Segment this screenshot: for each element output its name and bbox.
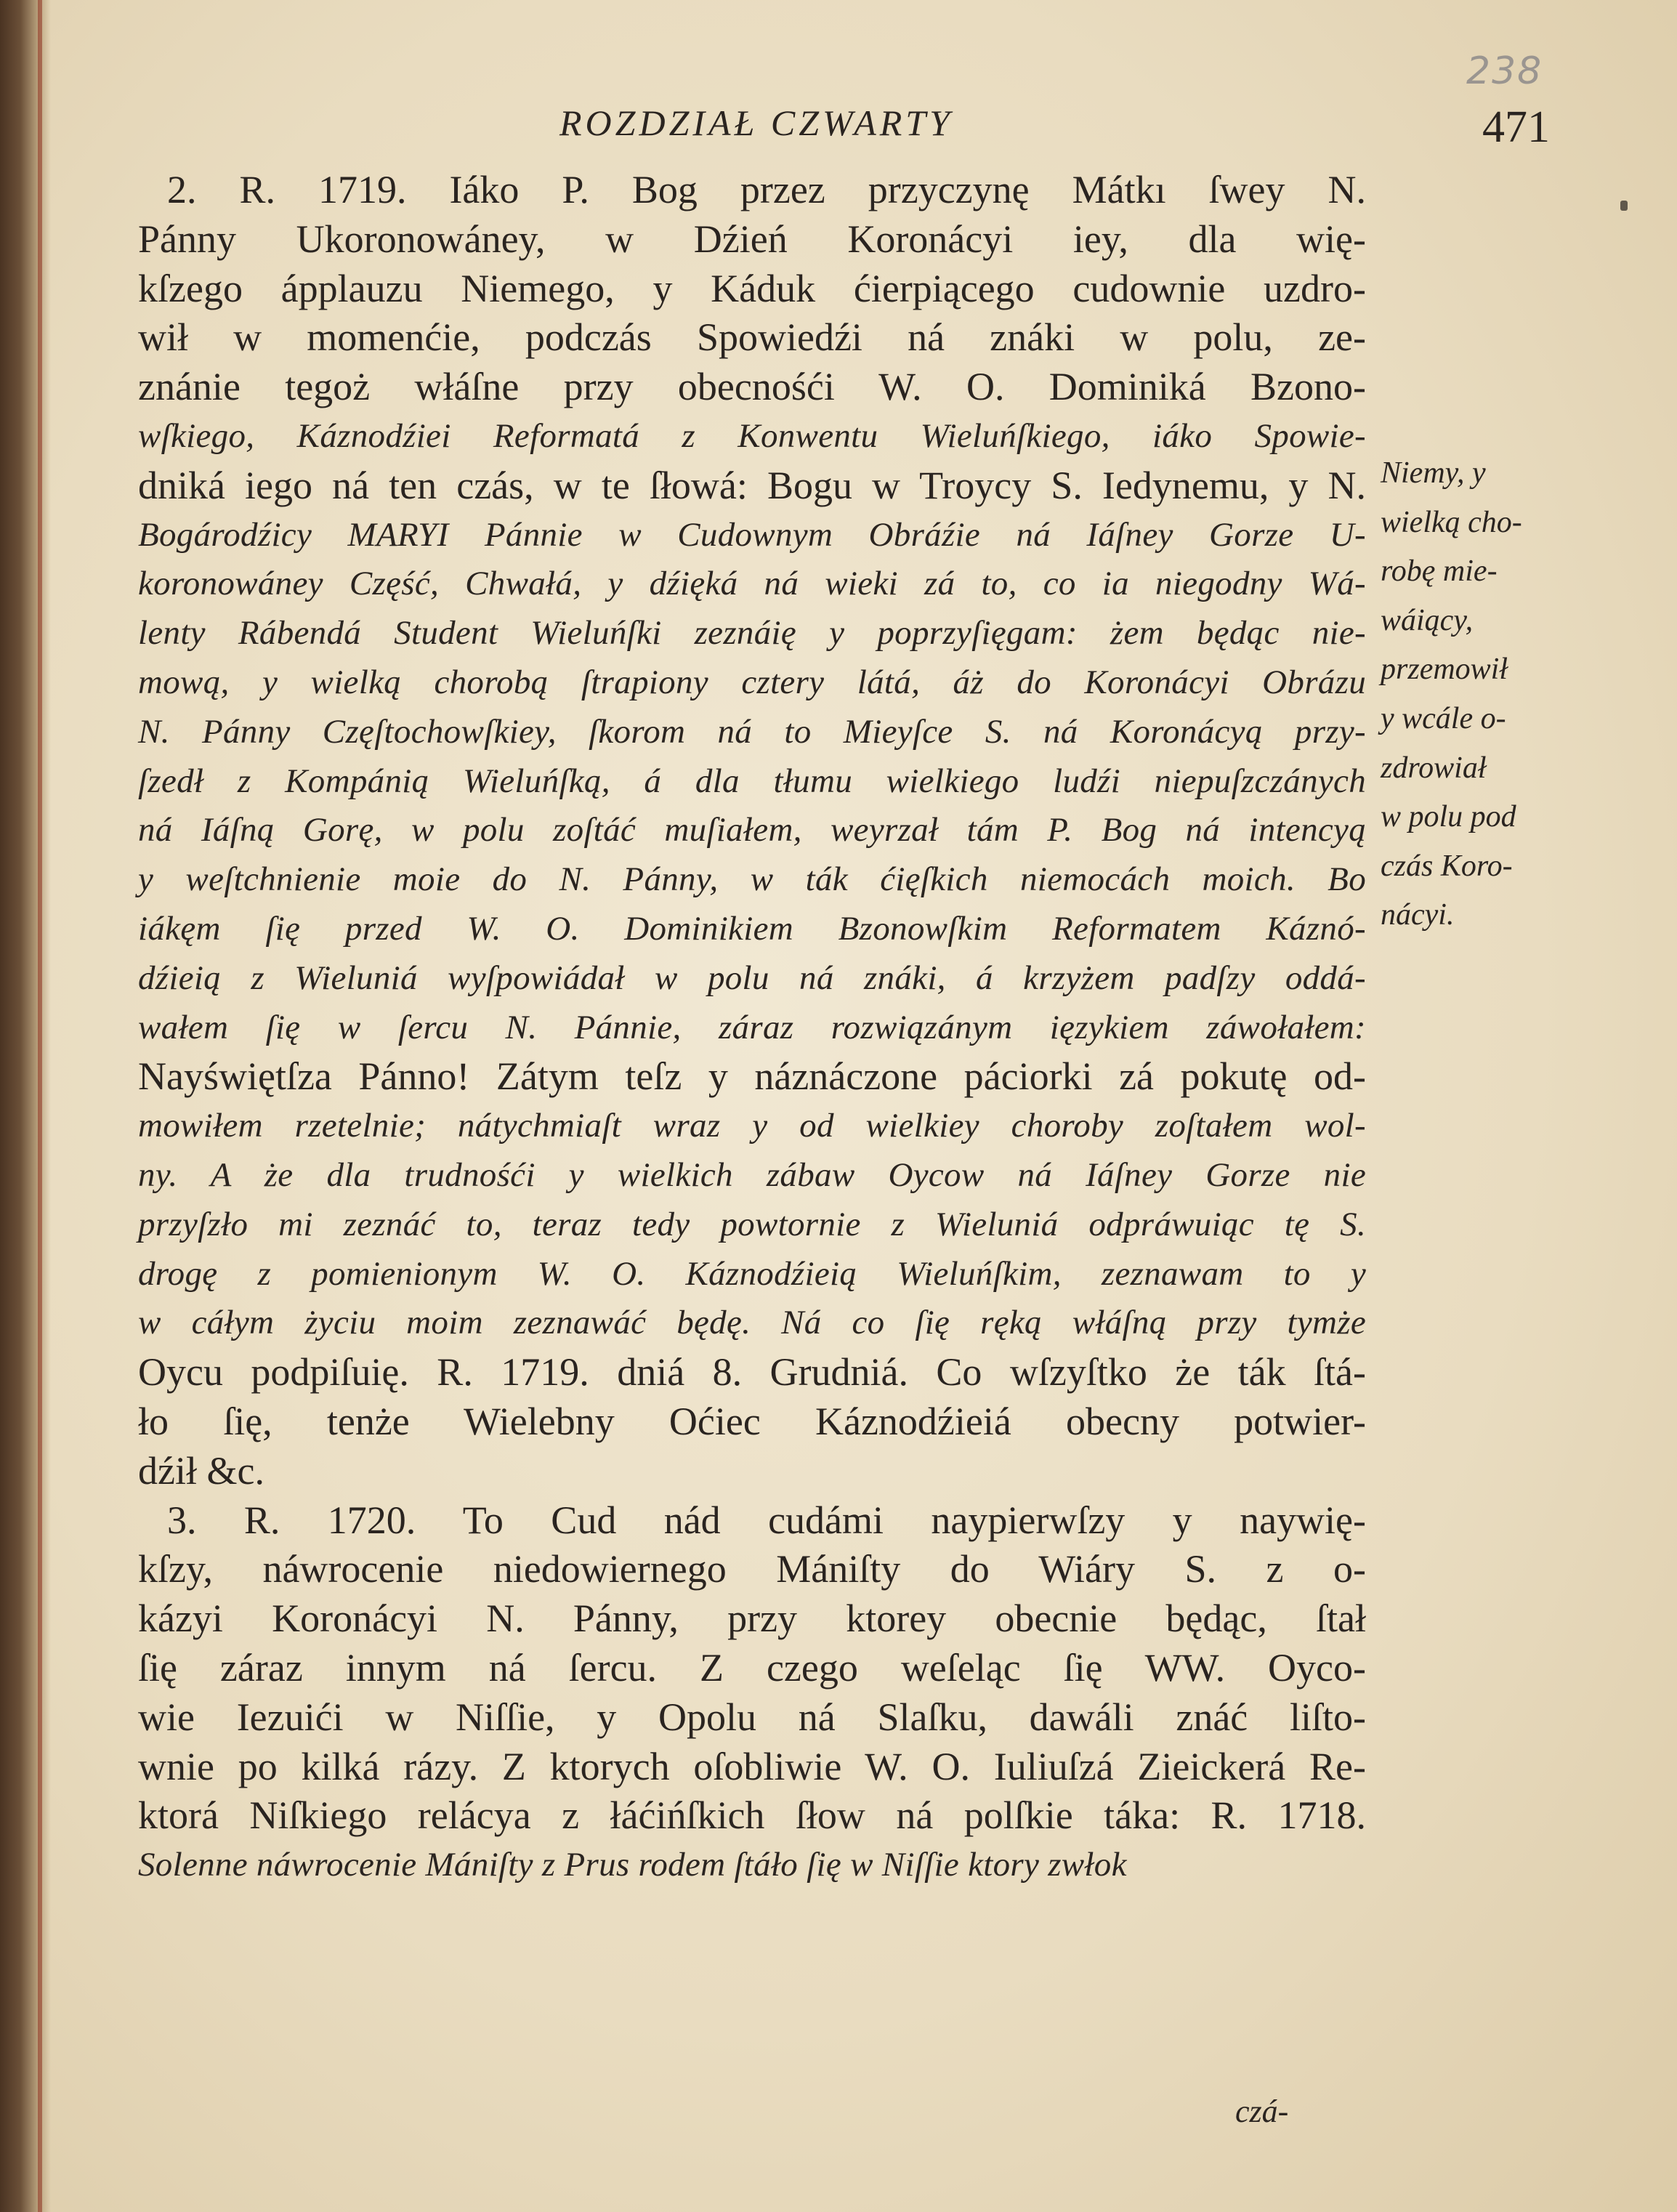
- catchword: czá-: [1235, 2094, 1289, 2129]
- text-line: drogę z pomienionym W. O. Káznodźieią Wieluńſkim, zeznawam to y: [138, 1254, 1366, 1293]
- text-line: mową, y wielką chorobą ſtrapiony cztery látá, áż do Koronácyi Obrázu: [138, 663, 1366, 701]
- marginal-note-line: y wcále o-: [1381, 701, 1506, 735]
- text-line: Pánny Ukoronowáney, w Dźień Koronácyi iey, dla wię-: [138, 217, 1366, 261]
- text-line: 3. R. 1720. To Cud nád cudámi naypierwſzy y naywię-: [167, 1498, 1366, 1542]
- text-line: Solenne náwrocenie Mániſty z Prus rodem ſtáło ſię w Niſſie ktory zwłok: [138, 1846, 1127, 1884]
- text-line: dźieią z Wieluniá wyſpowiádał w polu ná znáki, á krzyżem padſzy oddá-: [138, 958, 1366, 997]
- text-line: ktorá Niſkiego relácya z łáćińſkich ſłow ná polſkie táka: R. 1718.: [138, 1793, 1366, 1838]
- text-line: y weſtchnienie moie do N. Pánny, w ták ćięſkich niemocách moich. Bo: [138, 860, 1366, 899]
- text-line: lenty Rábendá Student Wieluńſki zeznáię y poprzyſięgam: żem będąc nie-: [138, 614, 1366, 653]
- text-line: wałem ſię w ſercu N. Pánnie, záraz rozwiązánym ięzykiem záwołałem:: [138, 1008, 1366, 1046]
- main-text-block: [138, 166, 1366, 1890]
- text-line: kázyi Koronácyi N. Pánny, przy ktorey obecnie będąc, ſtał: [138, 1597, 1366, 1641]
- marginal-note-line: wielką cho-: [1381, 505, 1522, 539]
- ink-smudge: [1620, 201, 1628, 211]
- text-line: 2. R. 1719. Iáko P. Bog przez przyczynę Mátkı ſwey N.: [167, 168, 1366, 211]
- marginal-note-line: czás Koro-: [1381, 849, 1513, 883]
- pencil-page-number: 238: [1466, 49, 1543, 93]
- marginal-note-line: Niemy, y: [1381, 456, 1486, 490]
- text-line: ny. A że dla trudnośći y wielkich zábaw Oycow ná Iáſney Gorze nie: [138, 1155, 1366, 1194]
- text-line: w cáłym życiu moim zeznawáć będę. Ná co ſię ręką włáſną przy tymże: [138, 1304, 1366, 1342]
- text-line: dniká iego ná ten czás, w te ſłowá: Bogu w Troycy S. Iedynemu, y N.: [138, 463, 1366, 507]
- marginal-note-line: zdrowiał: [1381, 751, 1487, 785]
- text-line: przyſzło mi zeznáć to, teraz tedy powtornie z Wieluniá odpráwuiąc tę S.: [138, 1205, 1366, 1243]
- marginal-note-line: przemowił: [1381, 653, 1508, 687]
- text-line: wił w momenćie, podczás Spowiedźi ná znáki w polu, ze-: [138, 315, 1366, 360]
- text-line: iákęm ſię przed W. O. Dominikiem Bzonowſkim Reformatem Káznó-: [138, 909, 1366, 948]
- text-line: koronowáney Część, Chwałá, y dźięká ná wieki zá to, co ia niegodny Wá-: [138, 565, 1366, 603]
- text-line: wnie po kilká rázy. Z ktorych oſobliwie W. O. Iuliuſzá Zieickerá Re-: [138, 1744, 1366, 1788]
- page-number: 471: [1482, 102, 1550, 152]
- text-line: ło ſię, tenże Wielebny Oćiec Káznodźieiá obecny potwier-: [138, 1399, 1366, 1443]
- marginal-note: [1381, 449, 1569, 940]
- book-binding-edge: [0, 0, 51, 2212]
- running-title: ROZDZIAŁ CZWARTY: [559, 102, 953, 143]
- text-line: ſzedł z Kompánią Wieluńſką, á dla tłumu wielkiego ludźi niepuſzczánych: [138, 762, 1366, 800]
- text-line: Nayświętſza Pánno! Zátym teſz y náznáczone páciorki zá pokutę od-: [138, 1054, 1366, 1099]
- marginal-note-line: nácyi.: [1381, 898, 1455, 932]
- text-line: Oycu podpiſuię. R. 1719. dniá 8. Grudniá. Co wſzyſtko że ták ſtá-: [138, 1350, 1366, 1394]
- text-line: kſzego ápplauzu Niemego, y Káduk ćierpiącego cudownie uzdro-: [138, 266, 1366, 310]
- text-line: ſię záraz innym ná ſercu. Z czego weſeląc ſię WW. Oyco-: [138, 1645, 1366, 1690]
- text-line: mowiłem rzetelnie; nátychmiaſt wraz y od wielkiey choroby zoſtałem wol-: [138, 1107, 1366, 1145]
- marginal-note-line: wáiący,: [1381, 603, 1474, 637]
- text-line: Bogárodźicy MARYI Pánnie w Cudownym Obráźie ná Iáſney Gorze U-: [138, 515, 1366, 554]
- text-line: wſkiego, Káznodźiei Reformatá z Konwentu Wieluńſkiego, iáko Spowie-: [138, 416, 1366, 455]
- text-line: wie Iezuići w Niſſie, y Opolu ná Slaſku, dawáli znáć liſto-: [138, 1695, 1366, 1739]
- text-line: ná Iáſną Gorę, w polu zoſtáć muſiałem, weyrzał tám P. Bog ná intencyą: [138, 811, 1366, 849]
- text-line: N. Pánny Częſtochowſkiey, ſkorom ná to Mieyſce S. ná Koronácyą przy-: [138, 712, 1366, 751]
- marginal-note-line: robę mie-: [1381, 554, 1498, 589]
- text-line: dźił &c.: [138, 1448, 264, 1493]
- marginal-note-line: w polu pod: [1381, 800, 1516, 834]
- text-line: znánie tegoż włáſne przy obecnośći W. O. Dominiká Bzono-: [138, 365, 1366, 409]
- text-line: kſzy, náwrocenie niedowiernego Mániſty do Wiáry S. z o-: [138, 1547, 1366, 1591]
